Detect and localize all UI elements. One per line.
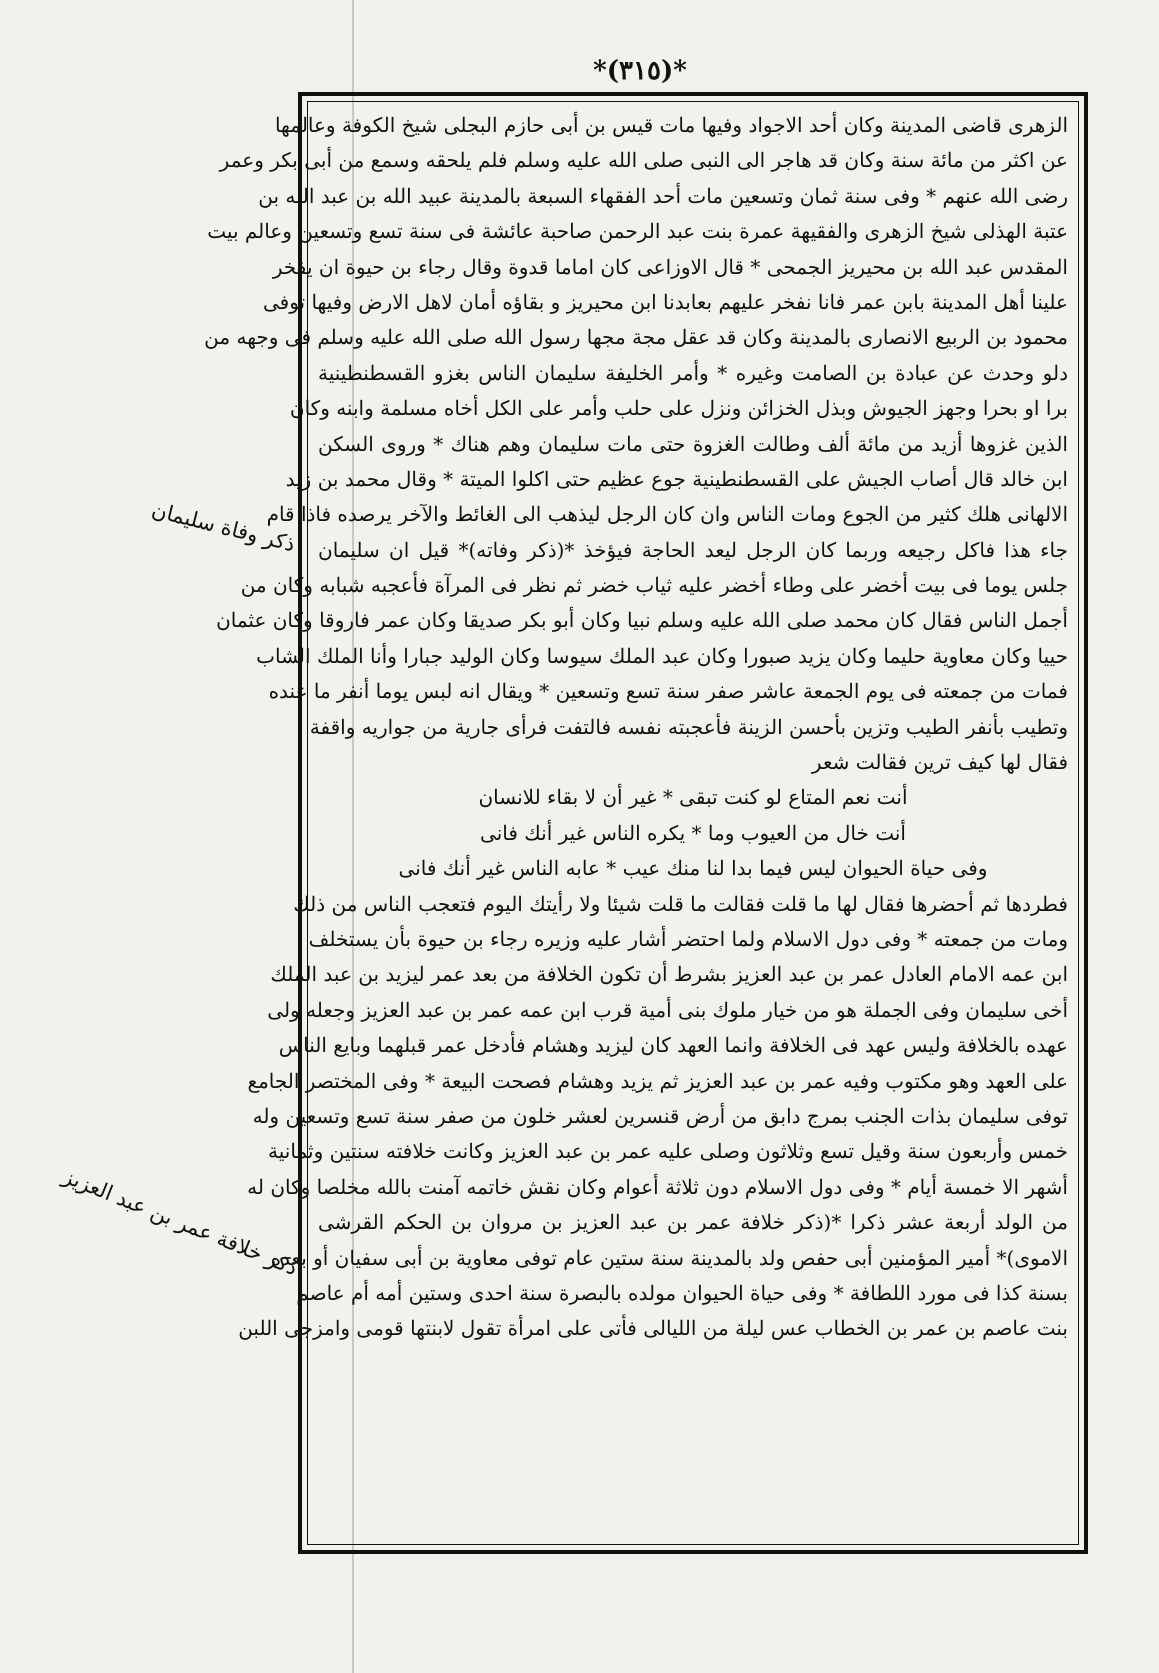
text-line: أشهر الا خمسة أيام * وفى دول الاسلام دون ثلاثة أعوام وكان نقش خاتمه آمنت بالله مخلصا وكان له	[247, 1174, 1068, 1199]
text-line: عن اكثر من مائة سنة وكان قد هاجر الى النبى صلى الله عليه وسلم فلم يلحقه وسمع من أبى بكر وعمر	[219, 148, 1068, 173]
text-line: الذين غزوها أزيد من مائة ألف وطالت الغزوة حتى مات سليمان وهم هناك * وروى السكن	[318, 431, 1068, 456]
text-line: المقدس عبد الله بن محيريز الجمحى * قال الاوزاعى كان اماما قدوة وقال رجاء بن حيوة ان يفخر	[272, 254, 1068, 279]
text-line: أخى سليمان وفى الجملة هو من خيار ملوك بنى أمية قرب ابن عمه عمر بن عبد العزيز وجعله ولى	[267, 997, 1068, 1022]
text-line: برا او بحرا وجهز الجيوش وبذل الخزائن ونزل على حلب وأمر على الكل أخاه مسلمة وابنه وكان	[289, 396, 1068, 421]
poem-verse: وفى حياة الحيوان ليس فيما بدا لنا منك عيب * عابه الناس غير أنك فانى	[398, 856, 988, 881]
text-line: ابن خالد قال أصاب الجيش على القسطنطينية جوع عظيم حتى اكلوا الميتة * وقال محمد بن زيد	[285, 466, 1068, 491]
text-line: علينا أهل المدينة بابن عمر فانا نفخر عليهم بعابدنا ابن محيريز و بقاؤه أمان لاهل الارض وفيها توفى	[262, 289, 1068, 314]
text-line: بسنة كذا فى مورد اللطافة * وفى حياة الحيوان مولده بالبصرة سنة احدى وستين أمه أم عاصم	[296, 1280, 1068, 1305]
text-line: فطردها ثم أحضرها فقال لها ما قلت فقالت ما قلت شيئا ولا رأيتك اليوم فتعجب الناس من ذلك	[293, 891, 1068, 916]
text-line: وتطيب بأنفر الطيب وتزين بأحسن الزينة فأعجبته نفسه فالتفت فرأى جارية من جواريه واقفة	[309, 714, 1068, 739]
text-line: فمات من جمعته فى يوم الجمعة عاشر صفر سنة تسع وتسعين * ويقال انه لبس يوما أنفر ما عنده	[268, 679, 1068, 704]
text-line: أجمل الناس فقال كان محمد صلى الله عليه وسلم نبيا وكان أبو بكر صديقا وكان عمر فاروقا وكان عثمان	[216, 608, 1068, 633]
text-line: ومات من جمعته * وفى دول الاسلام ولما احتضر أشار عليه وزيره رجاء بن حيوة بأن يستخلف	[308, 926, 1068, 951]
text-line: محمود بن الربيع الانصارى بالمدينة وكان قد عقل مجة مجها رسول الله صلى الله عليه وسلم فى وجهه من	[204, 325, 1068, 350]
text-line: عهده بالخلافة وليس عهد فى الخلافة وانما العهد كان ليزيد وهشام فأدخل عمر قبلهما وبايع الناس	[278, 1033, 1068, 1058]
poem-verse: أنت نعم المتاع لو كنت تبقى * غير أن لا بقاء للانسان	[478, 785, 908, 810]
text-line: الاموى)* أمير المؤمنين أبى حفص ولد بالمدينة سنة ستين عام توفى معاوية بن أبى سفيان أو بعده	[270, 1245, 1068, 1270]
text-line: جاء هذا فاكل رجيعه وربما كان الرجل ليعد الحاجة فيؤخذ *(ذكر وفاته)* قيل ان سليمان	[318, 537, 1068, 562]
margin-note-caliphate-of-umar: ذكر خلافة عمر بن عبد العزيز	[59, 1163, 301, 1281]
text-line: من الولد أربعة عشر ذكرا *(ذكر خلافة عمر بن عبد العزيز بن مروان بن الحكم القرشى	[318, 1210, 1068, 1235]
text-line: على العهد وهو مكتوب وفيه عمر بن عبد العزيز ثم يزيد وهشام فصحت البيعة * وفى المختصر الجامع	[247, 1068, 1068, 1093]
text-line: فقال لها كيف ترين فقالت شعر	[811, 750, 1068, 775]
text-line: توفى سليمان بذات الجنب بمرج دابق من أرض قنسرين لعشر خلون من صفر سنة تسع وتسعين وله	[252, 1103, 1068, 1128]
text-line: خمس وأربعون سنة وقيل تسع وثلاثون وصلى عليه عمر بن عبد العزيز وكانت خلافته سنتين وثمانية	[268, 1139, 1068, 1164]
page-number: *(٣١٥)*	[593, 56, 687, 86]
text-line: الالهانى هلك كثير من الجوع ومات الناس وان كان الرجل ليذهب الى الغائط والآخر يرصده فاذا قام	[266, 502, 1068, 527]
text-line: رضى الله عنهم * وفى سنة ثمان وتسعين مات أحد الفقهاء السبعة بالمدينة عبيد الله بن عبد الله بن	[258, 183, 1068, 208]
poem-verse: أنت خال من العيوب وما * يكره الناس غير أنك فانى	[480, 820, 906, 845]
text-line: ابن عمه الامام العادل عمر بن عبد العزيز بشرط أن تكون الخلافة من بعد عمر ليزيد بن عبد الملك	[270, 962, 1068, 987]
text-line: الزهرى قاضى المدينة وكان أحد الاجواد وفيها مات قيس بن أبى حازم البجلى شيخ الكوفة وعالمها	[274, 113, 1068, 137]
text-line: جلس يوما فى بيت أخضر على وطاء أخضر عليه ثياب خضر ثم نظر فى المرآة فأعجبه شبابه وكان من	[240, 573, 1068, 598]
text-line: عتبة الهذلى شيخ الزهرى والفقيهة عمرة بنت عبد الرحمن صاحبة عائشة فى سنة تسع وتسعين وعالم بيت	[207, 219, 1068, 244]
text-line: حييا وكان معاوية حليما وكان يزيد صبورا وكان عبد الملك سيوسا وكان الوليد جبارا وأنا الملك الشاب	[256, 643, 1068, 668]
text-line: بنت عاصم بن عمر بن الخطاب عس ليلة من الليالى فأتى على امرأة تقول لابنتها قومى وامزجى اللبن	[238, 1316, 1068, 1341]
text-line: دلو وحدث عن عبادة بن الصامت وغيره * وأمر الخليفة سليمان الناس بغزو القسطنطينية	[318, 360, 1068, 385]
margin-note-death-of-sulayman: ذكر وفاة سليمان	[149, 497, 298, 557]
